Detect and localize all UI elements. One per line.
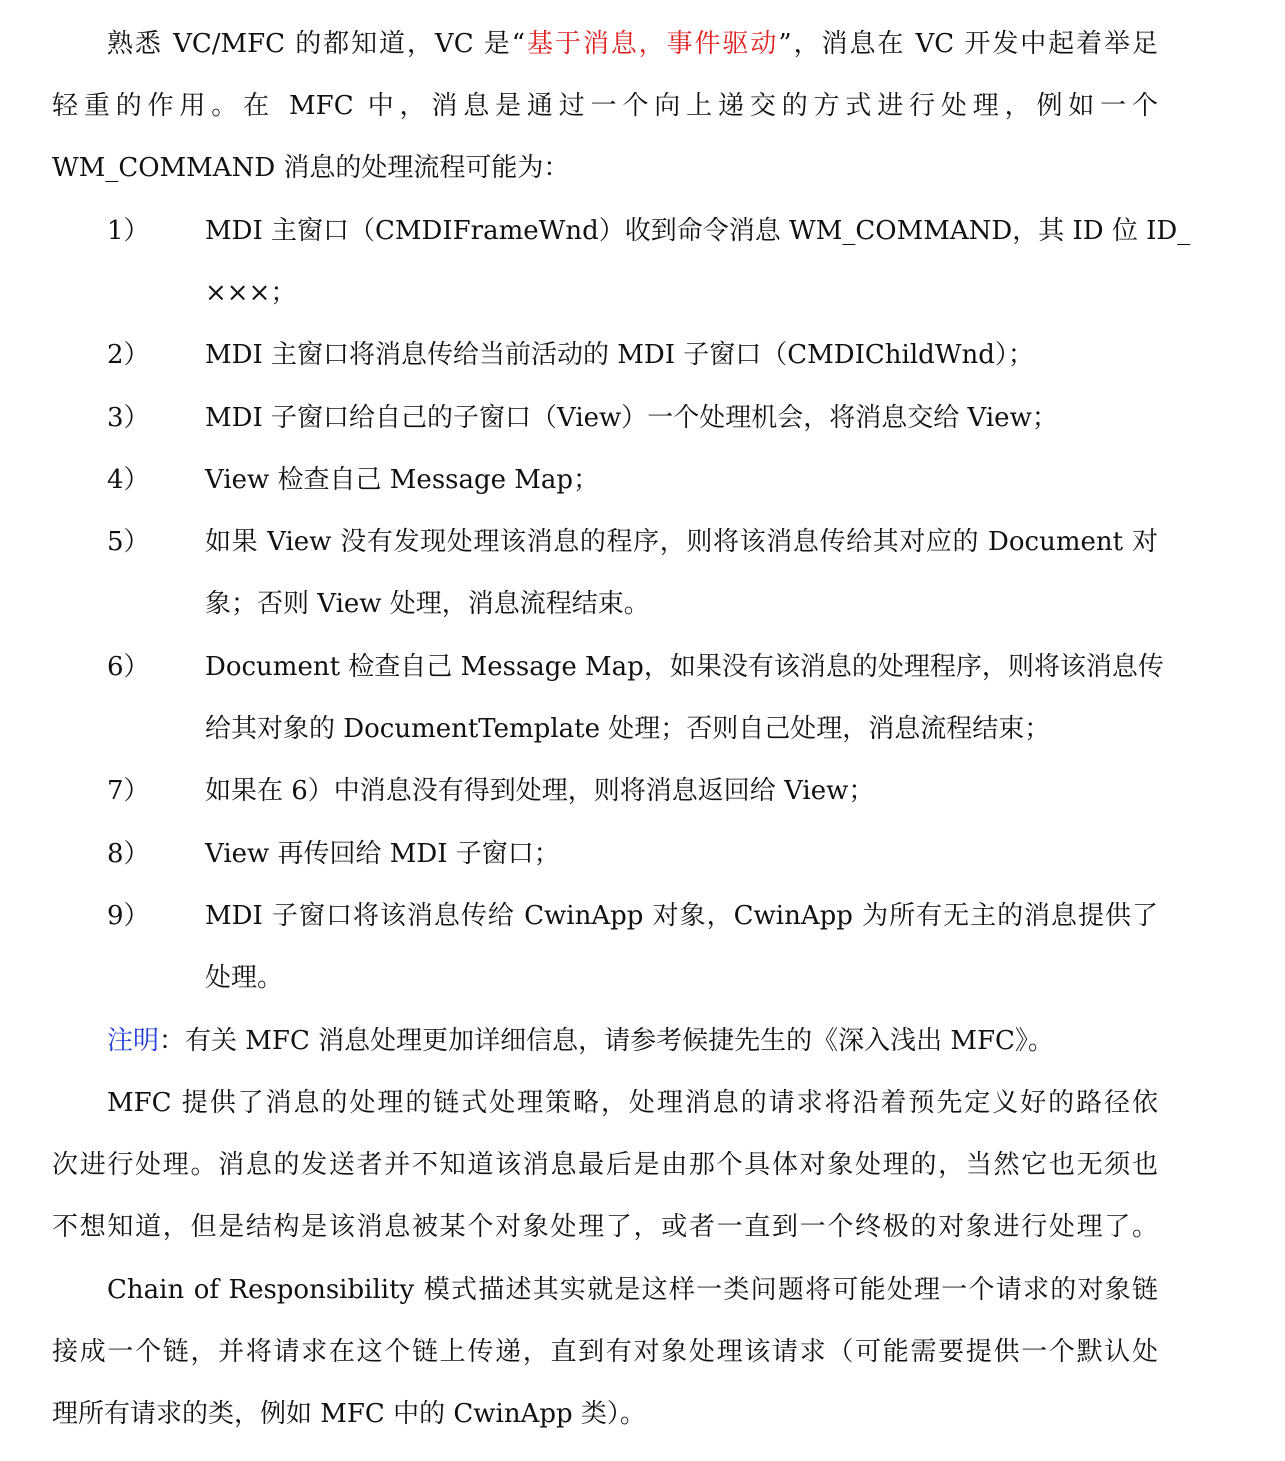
step-6-text: Document 检查自己 Message Map，如果没有该消息的处理程序，则将该消息传 (205, 652, 1164, 682)
step-8-text: View 再传回给 MDI 子窗口； (205, 839, 560, 869)
step-3-text: MDI 子窗口给自己的子窗口（View）一个处理机会，将消息交给 View； (205, 403, 1058, 433)
note-label: 注明 (107, 1026, 160, 1056)
step-4-text: View 检查自己 Message Map； (205, 465, 600, 495)
intro-line-3: WM_COMMAND 消息的处理流程可能为： (52, 153, 570, 183)
step-9-text-cont: 处理。 (205, 963, 284, 993)
note-text: ：有关 MFC 消息处理更加详细信息，请参考候捷先生的《深入浅出 MFC》。 (159, 1026, 1054, 1056)
step-9-text: MDI 子窗口将该消息传给 CwinApp 对象，CwinApp 为所有无主的消息提供了 (205, 901, 1158, 931)
step-9-number: 9） (107, 901, 150, 931)
step-5-number: 5） (107, 527, 150, 557)
step-1-text-cont: ×××； (205, 278, 297, 308)
step-1-number: 1） (107, 216, 150, 246)
step-3-number: 3） (107, 403, 150, 433)
step-5-text-cont: 象；否则 View 处理，消息流程结束。 (205, 589, 650, 619)
step-7-number: 7） (107, 776, 150, 806)
para3-line-3: 理所有请求的类，例如 MFC 中的 CwinApp 类）。 (52, 1399, 646, 1429)
emphasis-text: 基于消息，事件驱动 (525, 29, 779, 59)
intro-line-2: 轻重的作用。在 MFC 中，消息是通过一个向上递交的方式进行处理，例如一个 (52, 91, 1158, 121)
step-6-text-cont: 给其对象的 DocumentTemplate 处理；否则自己处理，消息流程结束； (205, 714, 1051, 744)
step-1-text: MDI 主窗口（CMDIFrameWnd）收到命令消息 WM_COMMAND，其 ID 位 ID_ (205, 216, 1191, 246)
para3-line-2: 接成一个链，并将请求在这个链上传递，直到有对象处理该请求（可能需要提供一个默认处 (52, 1337, 1158, 1367)
step-4-number: 4） (107, 465, 150, 495)
note-line (107, 1025, 1054, 1057)
step-5-text: 如果 View 没有发现处理该消息的程序，则将该消息传给其对应的 Document 对 (205, 527, 1158, 557)
step-7-text: 如果在 6）中消息没有得到处理，则将消息返回给 View； (205, 776, 875, 806)
intro-text-a: 熟悉 VC/MFC 的都知道，VC 是“ (107, 29, 526, 59)
step-6-number: 6） (107, 652, 150, 682)
step-2-text: MDI 主窗口将消息传给当前活动的 MDI 子窗口（CMDIChildWnd）； (205, 340, 1034, 370)
step-8-number: 8） (107, 839, 150, 869)
intro-line-1 (107, 28, 1158, 60)
para3-line-1: Chain of Responsibility 模式描述其实就是这样一类问题将可能处理一个请求的对象链 (107, 1275, 1158, 1305)
para2-line-2: 次进行处理。消息的发送者并不知道该消息最后是由那个具体对象处理的，当然它也无须也 (52, 1150, 1158, 1180)
para2-line-1: MFC 提供了消息的处理的链式处理策略，处理消息的请求将沿着预先定义好的路径依 (107, 1088, 1158, 1118)
step-2-number: 2） (107, 340, 150, 370)
para2-line-3: 不想知道，但是结构是该消息被某个对象处理了，或者一直到一个终极的对象进行处理了。 (52, 1212, 1158, 1242)
intro-text-b: ”，消息在 VC 开发中起着举足 (778, 29, 1158, 59)
